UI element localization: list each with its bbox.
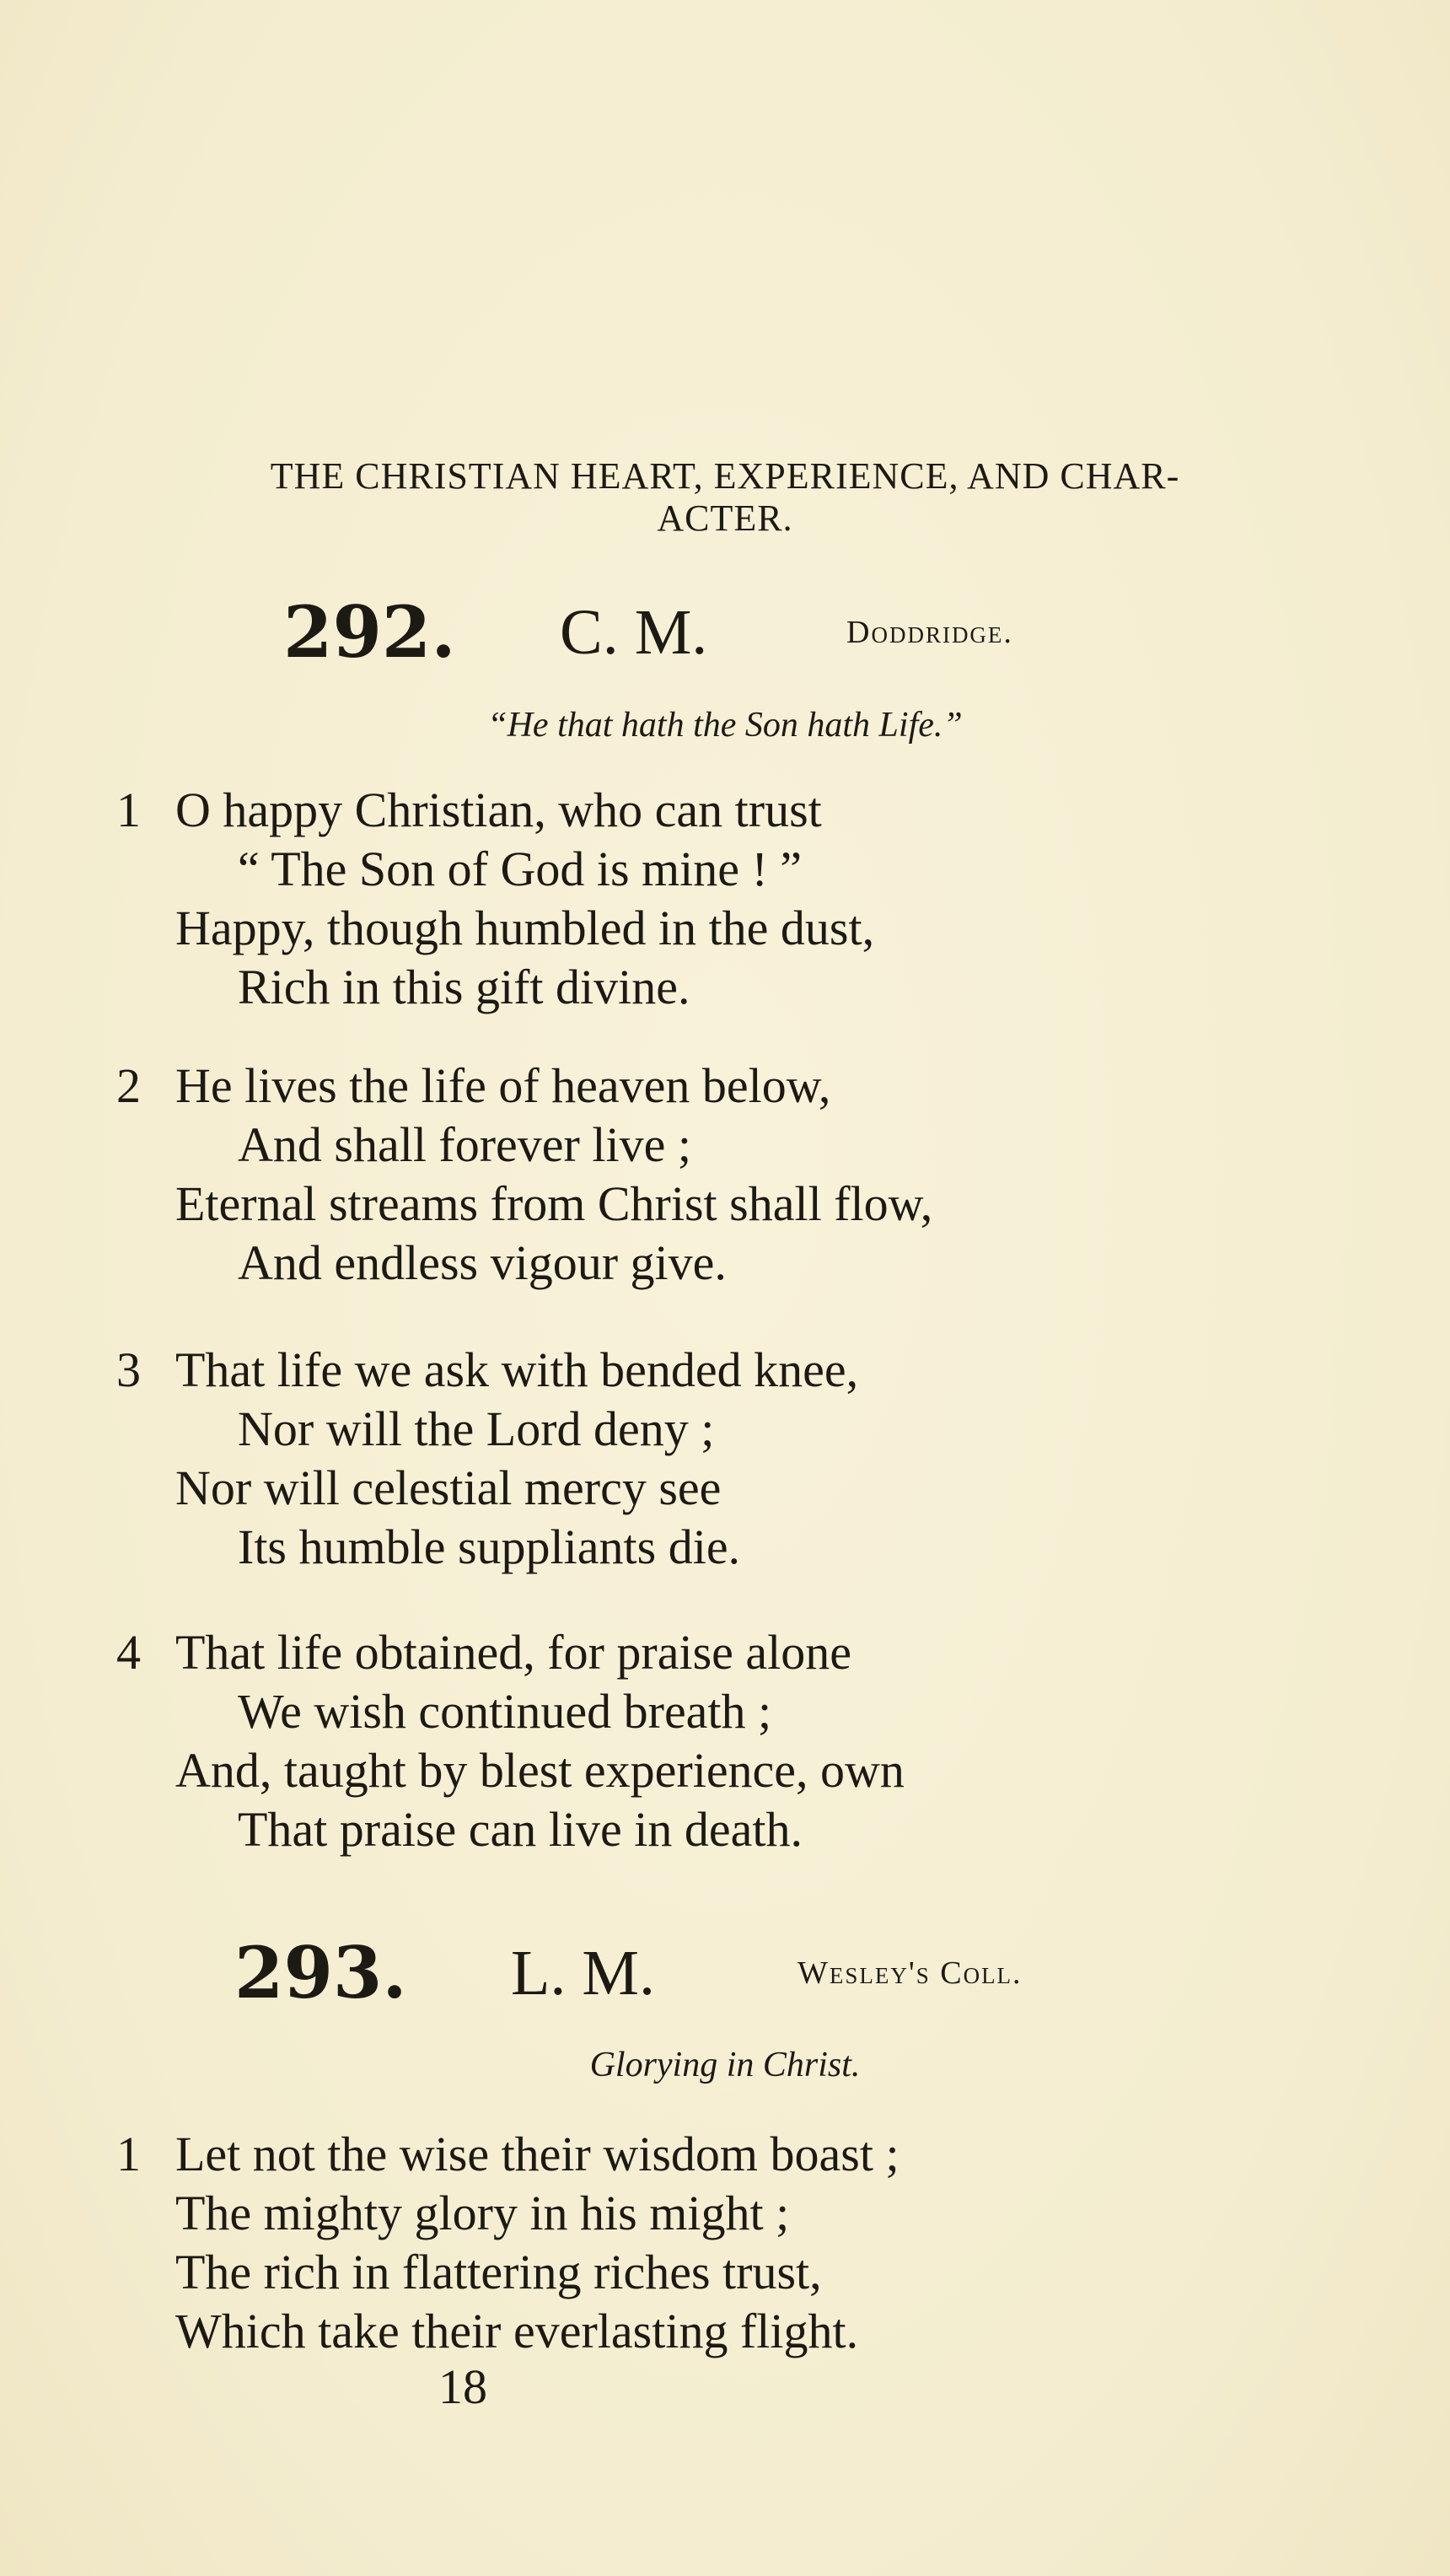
verse-line: The rich in flattering riches trust,	[175, 2245, 822, 2299]
verse-line: Eternal streams from Christ shall flow,	[175, 1176, 933, 1231]
verse-line: Which take their everlasting flight.	[175, 2304, 859, 2358]
stanza-number: 2	[116, 1058, 141, 1113]
section-heading-line-1: THE CHRISTIAN HEART, EXPERIENCE, AND CHAR-	[270, 455, 1180, 497]
hymn-number: 293.	[234, 1931, 407, 2014]
hymn-meter: L. M.	[511, 1938, 655, 2009]
verse-line: That life obtained, for praise alone	[175, 1625, 852, 1680]
stanza-number: 1	[116, 2127, 141, 2181]
verse-line: “ The Son of God is mine ! ”	[238, 842, 803, 896]
verse-line: And, taught by blest experience, own	[175, 1743, 905, 1798]
section-heading-line-2: ACTER.	[657, 497, 793, 539]
hymn-subtitle: “He that hath the Son hath Life.”	[487, 706, 963, 745]
verse-line: We wish continued breath ;	[238, 1684, 772, 1739]
verse-line: That praise can live in death.	[238, 1802, 803, 1857]
verse-line: He lives the life of heaven below,	[175, 1058, 831, 1113]
verse-line: Rich in this gift divine.	[238, 960, 690, 1014]
page-number: 18	[438, 2359, 487, 2414]
verse-line: Nor will the Lord deny ;	[238, 1401, 715, 1456]
hymn-author: Wesley's Coll.	[798, 1955, 1023, 1991]
verse-line: And shall forever live ;	[238, 1117, 691, 1172]
stanza-number: 1	[116, 782, 141, 837]
verse-line: O happy Christian, who can trust	[175, 782, 822, 837]
hymn-subtitle: Glorying in Christ.	[589, 2046, 861, 2084]
hymn-293-header	[0, 1931, 1450, 2024]
verse-line: That life we ask with bended knee,	[175, 1342, 859, 1397]
hymn-meter: C. M.	[560, 597, 708, 668]
verse-line: The mighty glory in his might ;	[175, 2186, 790, 2240]
verse-line: Let not the wise their wisdom boast ;	[175, 2127, 900, 2181]
hymn-number: 292.	[283, 590, 456, 674]
verse-line: Its humble suppliants die.	[238, 1519, 741, 1574]
verse-line: Happy, though humbled in the dust,	[175, 901, 875, 955]
stanza-number: 3	[116, 1342, 141, 1397]
hymn-292-header	[0, 590, 1450, 683]
stanza-number: 4	[116, 1625, 141, 1680]
section-heading	[51, 455, 1399, 540]
verse-line: And endless vigour give.	[238, 1235, 727, 1290]
verse-line: Nor will celestial mercy see	[175, 1460, 722, 1515]
hymn-author: Doddridge.	[846, 615, 1013, 650]
